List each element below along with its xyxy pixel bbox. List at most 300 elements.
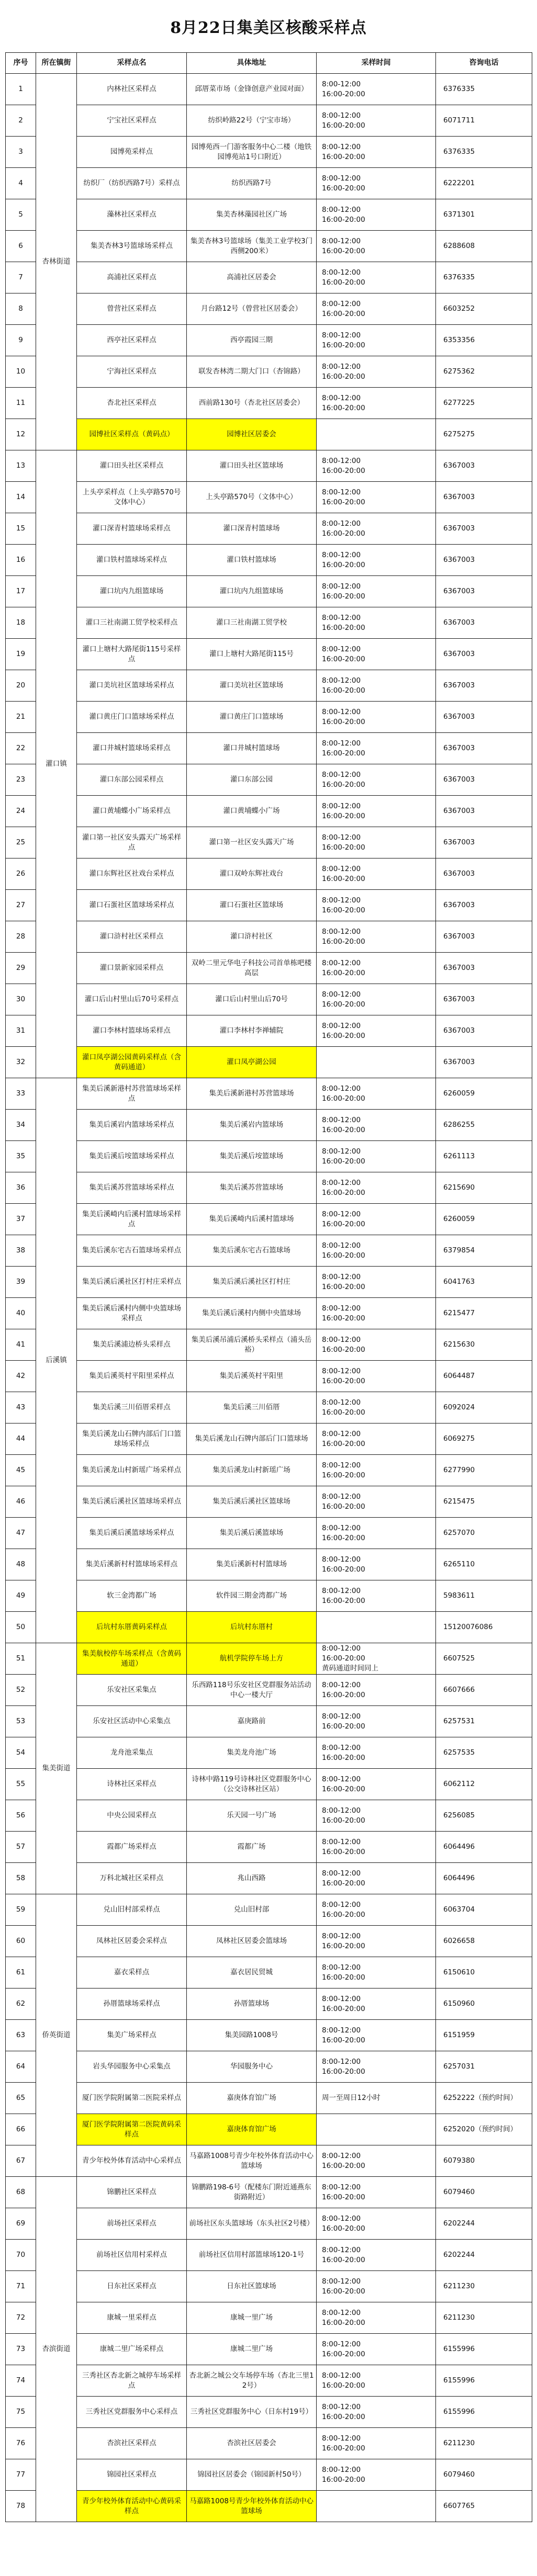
address-cell: 灌口第一社区安头露天广场 <box>187 827 317 858</box>
time-line: 16:00-20:00 <box>322 2067 365 2076</box>
time-line: 8:00-12:00 <box>322 1021 361 1030</box>
time-line: 8:00-12:00 <box>322 1869 361 1878</box>
table-row <box>6 1894 532 1926</box>
site-name-cell: 乐安社区活动中心采集点 <box>77 1706 187 1737</box>
table-row <box>6 702 532 733</box>
table-row <box>6 325 532 356</box>
time-line: 16:00-20:00 <box>322 2036 365 2044</box>
row-number-cell: 76 <box>6 2428 36 2459</box>
time-cell <box>317 262 436 293</box>
phone-cell: 6367003 <box>436 607 532 639</box>
phone-cell: 6367003 <box>436 953 532 984</box>
row-number-cell: 35 <box>6 1141 36 1172</box>
phone-cell: 6215475 <box>436 1486 532 1518</box>
time-line: 16:00-20:00 <box>322 749 365 758</box>
phone-cell: 6607666 <box>436 1675 532 1706</box>
time-line: 8:00-12:00 <box>322 2402 361 2411</box>
time-line: 16:00-20:00 <box>322 1973 365 1982</box>
time-line: 16:00-20:00 <box>322 560 365 569</box>
site-name-cell: 集美后溪岩内篮球场采样点 <box>77 1110 187 1141</box>
time-line: 8:00-12:00 <box>322 2465 361 2474</box>
address-cell: 集美后溪后垵篮球场 <box>187 1141 317 1172</box>
address-cell: 集美后溪后溪村内侧中央篮球场 <box>187 1298 317 1329</box>
time-line: 8:00-12:00 <box>322 393 361 402</box>
time-line: 8:00-12:00 <box>322 2371 361 2380</box>
time-line: 8:00-12:00 <box>322 80 361 88</box>
site-name-cell: 杏北社区采样点 <box>77 388 187 419</box>
phone-cell: 6367003 <box>436 576 532 607</box>
time-line: 8:00-12:00 <box>322 739 361 748</box>
address-cell: 锦鹏路198-6号（配楼东门附近通燕东街路附近） <box>187 2177 317 2208</box>
phone-cell: 6155996 <box>436 2397 532 2428</box>
site-name-cell: 园博苑采样点 <box>77 137 187 168</box>
time-line: 16:00-20:00 <box>322 372 365 381</box>
address-cell: 联发杏林湾二期大门口（杏锦路） <box>187 356 317 388</box>
time-cell <box>317 1894 436 1926</box>
site-name-cell: 园博社区采样点（黄码点） <box>77 419 187 450</box>
address-cell: 集美后溪吊浦后溪桥头采样点（浦头岳裕） <box>187 1329 317 1361</box>
time-cell <box>317 199 436 231</box>
phone-cell: 6277225 <box>436 388 532 419</box>
time-line: 8:00-12:00 <box>322 2434 361 2443</box>
time-cell <box>317 1392 436 1423</box>
row-number-cell: 28 <box>6 921 36 953</box>
time-line: 8:00-12:00 <box>322 331 361 340</box>
row-number-cell: 33 <box>6 1078 36 1110</box>
phone-cell: 6367003 <box>436 545 532 576</box>
row-number-cell: 1 <box>6 74 36 105</box>
time-cell <box>317 1706 436 1737</box>
time-cell <box>317 2459 436 2491</box>
time-line: 16:00-20:00 <box>322 1439 365 1448</box>
time-cell <box>317 1172 436 1204</box>
site-name-cell: 灌口石蛋社区篮球场采样点 <box>77 890 187 921</box>
site-name-cell: 软三金湾都广场 <box>77 1580 187 1612</box>
time-line: 16:00-20:00 <box>322 717 365 726</box>
time-line: 16:00-20:00 <box>322 1784 365 1793</box>
table-row <box>6 2020 532 2051</box>
address-cell: 三秀社区党群服务中心（日东村19号） <box>187 2397 317 2428</box>
site-name-cell: 三秀社区杏北新之城停车场采样点 <box>77 2365 187 2397</box>
time-line: 8:00-12:00 <box>322 205 361 214</box>
row-number-cell: 12 <box>6 419 36 450</box>
row-number-cell: 16 <box>6 545 36 576</box>
phone-cell: 6376335 <box>436 137 532 168</box>
site-name-cell: 前场社区信用村采样点 <box>77 2240 187 2271</box>
site-name-cell: 灌口东辉社区社戏台采样点 <box>77 858 187 890</box>
time-line: 8:00-12:00 <box>322 174 361 183</box>
table-row <box>6 858 532 890</box>
address-cell: 灌口凤亭湖公园 <box>187 1047 317 1078</box>
town-cell: 杏滨街道 <box>36 2177 77 2522</box>
row-number-cell: 74 <box>6 2365 36 2397</box>
site-name-cell: 灌口美坑社区篮球场采样点 <box>77 670 187 702</box>
phone-cell: 6151959 <box>436 2020 532 2051</box>
table-row <box>6 2145 532 2177</box>
row-number-cell: 54 <box>6 1737 36 1769</box>
address-cell: 诗林中路119号诗林社区党群服务中心（公交诗林社区站） <box>187 1769 317 1800</box>
time-line: 16:00-20:00 <box>322 498 365 506</box>
time-line: 16:00-20:00 <box>322 1690 365 1699</box>
time-cell <box>317 1423 436 1455</box>
row-number-cell: 30 <box>6 984 36 1015</box>
row-number-cell: 21 <box>6 702 36 733</box>
site-name-cell: 西亭社区采样点 <box>77 325 187 356</box>
phone-cell: 6379854 <box>436 1235 532 1267</box>
table-row <box>6 2271 532 2302</box>
page-title: 8月22日集美区核酸采样点 <box>170 19 367 37</box>
table-row <box>6 1832 532 1863</box>
time-cell <box>317 2271 436 2302</box>
address-cell: 软件园三期金湾都广场 <box>187 1580 317 1612</box>
time-line: 8:00-12:00 <box>322 1712 361 1721</box>
row-number-cell: 49 <box>6 1580 36 1612</box>
table-row <box>6 545 532 576</box>
time-cell <box>317 137 436 168</box>
time-line: 8:00-12:00 <box>322 456 361 465</box>
time-line: 16:00-20:00 <box>322 121 365 130</box>
row-number-cell: 62 <box>6 1989 36 2020</box>
time-cell <box>317 2491 436 2522</box>
row-number-cell: 42 <box>6 1361 36 1392</box>
time-line: 16:00-20:00 <box>322 843 365 852</box>
site-name-cell: 灌口凤亭湖公园黄码采样点（含黄码通道） <box>77 1047 187 1078</box>
time-line: 16:00-20:00 <box>322 1314 365 1323</box>
row-number-cell: 53 <box>6 1706 36 1737</box>
site-name-cell: 乐安社区采集点 <box>77 1675 187 1706</box>
row-number-cell: 3 <box>6 137 36 168</box>
time-cell <box>317 419 436 450</box>
time-line: 8:00-12:00 <box>322 268 361 277</box>
time-cell <box>317 2020 436 2051</box>
site-name-cell: 集美后溪后溪社区篮球场采样点 <box>77 1486 187 1518</box>
address-cell: 灌口李林村李禅辅院 <box>187 1015 317 1047</box>
table-row <box>6 137 532 168</box>
table-row <box>6 576 532 607</box>
site-name-cell: 灌口铁村篮球场采样点 <box>77 545 187 576</box>
table-row <box>6 1361 532 1392</box>
table-row <box>6 1989 532 2020</box>
address-cell: 集美后溪龙山石牌内部后门口篮球场 <box>187 1423 317 1455</box>
table-row <box>6 607 532 639</box>
address-cell: 集美后溪三川佰厝 <box>187 1392 317 1423</box>
time-cell <box>317 74 436 105</box>
time-cell <box>317 482 436 513</box>
time-line: 8:00-12:00 <box>322 550 361 559</box>
time-line: 8:00-12:00 <box>322 645 361 653</box>
address-cell: 灌口井城村篮球场 <box>187 733 317 764</box>
table-row <box>6 1737 532 1769</box>
time-line: 16:00-20:00 <box>322 937 365 946</box>
site-name-cell: 灌口坑内九组篮球场 <box>77 576 187 607</box>
phone-cell: 6376335 <box>436 262 532 293</box>
phone-cell: 6257031 <box>436 2051 532 2083</box>
site-name-cell: 宁宝社区采样点 <box>77 105 187 137</box>
phone-cell: 6202244 <box>436 2240 532 2271</box>
site-name-cell: 高浦社区采样点 <box>77 262 187 293</box>
time-cell <box>317 2365 436 2397</box>
time-line: 16:00-20:00 <box>322 341 365 349</box>
row-number-cell: 20 <box>6 670 36 702</box>
table-row <box>6 1329 532 1361</box>
table-row <box>6 1392 532 1423</box>
header-cell: 所在镇街 <box>36 53 77 74</box>
row-number-cell: 6 <box>6 231 36 262</box>
phone-cell: 6092024 <box>436 1392 532 1423</box>
time-line: 16:00-20:00 <box>322 2318 365 2327</box>
time-cell <box>317 1235 436 1267</box>
time-cell <box>317 2145 436 2177</box>
time-line: 8:00-12:00 <box>322 1398 361 1407</box>
time-line: 8:00-12:00 <box>322 1775 361 1783</box>
row-number-cell: 58 <box>6 1863 36 1894</box>
site-name-cell: 集美后溪龙山石牌内部后门口篮球场采样点 <box>77 1423 187 1455</box>
phone-cell: 6367003 <box>436 1047 532 1078</box>
address-cell: 乐西路118号乐安社区党群服务站活动中心一楼大厅 <box>187 1675 317 1706</box>
table-row <box>6 2397 532 2428</box>
header-cell: 序号 <box>6 53 36 74</box>
time-line: 16:00-20:00 <box>322 811 365 820</box>
time-line: 8:00-12:00 <box>322 362 361 371</box>
row-number-cell: 67 <box>6 2145 36 2177</box>
address-cell: 西亭霞园三期 <box>187 325 317 356</box>
address-cell: 集美后溪龙山村新瑶广场 <box>187 1455 317 1486</box>
phone-cell: 6367003 <box>436 984 532 1015</box>
time-cell <box>317 1580 436 1612</box>
time-cell <box>317 1643 436 1675</box>
phone-cell: 6353356 <box>436 325 532 356</box>
phone-cell: 6367003 <box>436 482 532 513</box>
table-row <box>6 199 532 231</box>
table-row <box>6 1706 532 1737</box>
address-cell: 集美后溪英村平阳里 <box>187 1361 317 1392</box>
table-row <box>6 1047 532 1078</box>
row-number-cell: 19 <box>6 639 36 670</box>
address-cell: 纺织西路7号 <box>187 168 317 199</box>
row-number-cell: 51 <box>6 1643 36 1675</box>
time-line: 8:00-12:00 <box>322 582 361 591</box>
phone-cell: 6367003 <box>436 1015 532 1047</box>
time-line: 8:00-12:00 <box>322 2026 361 2035</box>
time-line: 8:00-12:00 <box>322 1743 361 1752</box>
time-cell <box>317 607 436 639</box>
table-row <box>6 2334 532 2365</box>
site-name-cell: 青少年校外体育活动中心采样点 <box>77 2145 187 2177</box>
row-number-cell: 2 <box>6 105 36 137</box>
row-number-cell: 44 <box>6 1423 36 1455</box>
address-cell: 前场社区信用村部篮球场120-1号 <box>187 2240 317 2271</box>
row-number-cell: 71 <box>6 2271 36 2302</box>
time-line: 8:00-12:00 <box>322 2183 361 2191</box>
phone-cell: 6215477 <box>436 1298 532 1329</box>
time-line: 16:00-20:00 <box>322 1941 365 1950</box>
site-name-cell: 三秀社区党群服务中心采样点 <box>77 2397 187 2428</box>
time-line: 16:00-20:00 <box>322 1596 365 1605</box>
site-name-cell: 集美后溪后溪篮球场采样点 <box>77 1518 187 1549</box>
time-cell <box>317 1078 436 1110</box>
phone-cell: 6367003 <box>436 733 532 764</box>
table-row <box>6 1455 532 1486</box>
phone-cell: 6079460 <box>436 2459 532 2491</box>
site-name-cell: 康城一里采样点 <box>77 2302 187 2334</box>
row-number-cell: 14 <box>6 482 36 513</box>
time-line: 16:00-20:00 <box>322 1816 365 1825</box>
time-line: 8:00-12:00 <box>322 1994 361 2003</box>
time-line: 16:00-20:00 <box>322 2193 365 2201</box>
address-cell: 灌口双岭东辉社戏台 <box>187 858 317 890</box>
site-name-cell: 集美后溪后溪村内侧中央篮球场采样点 <box>77 1298 187 1329</box>
table-row <box>6 2208 532 2240</box>
address-cell: 上头亭路570号（文体中心） <box>187 482 317 513</box>
site-name-cell: 灌口东部公园采样点 <box>77 764 187 796</box>
time-line: 8:00-12:00 <box>322 1555 361 1564</box>
time-line: 16:00-20:00 <box>322 2349 365 2358</box>
time-line: 8:00-12:00 <box>322 1304 361 1313</box>
row-number-cell: 37 <box>6 1204 36 1235</box>
time-line: 16:00-20:00 <box>322 1847 365 1856</box>
address-cell: 灌口铁村篮球场 <box>187 545 317 576</box>
address-cell: 马嘉路1008号青少年校外体育活动中心篮球场 <box>187 2491 317 2522</box>
time-cell <box>317 513 436 545</box>
time-line: 8:00-12:00 <box>322 1963 361 1972</box>
phone-cell: 6215630 <box>436 1329 532 1361</box>
row-number-cell: 43 <box>6 1392 36 1423</box>
site-name-cell: 集美后溪新港村苏营篮球场采样点 <box>77 1078 187 1110</box>
address-cell: 灌口三社南湖工贸学校 <box>187 607 317 639</box>
site-name-cell: 灌口田头社区采样点 <box>77 450 187 482</box>
time-line: 8:00-12:00 <box>322 142 361 151</box>
time-cell <box>317 1737 436 1769</box>
address-cell: 集美杏林藻园社区广场 <box>187 199 317 231</box>
time-line: 16:00-20:00 <box>322 1157 365 1166</box>
row-number-cell: 25 <box>6 827 36 858</box>
address-cell: 兑山旧村部 <box>187 1894 317 1926</box>
site-name-cell: 集美后溪东宅古石篮球场采样点 <box>77 1235 187 1267</box>
address-cell: 灌口美坑社区篮球场 <box>187 670 317 702</box>
site-name-cell: 锦鹏社区采样点 <box>77 2177 187 2208</box>
time-cell <box>317 1361 436 1392</box>
time-line: 8:00-12:00 <box>322 770 361 779</box>
time-cell <box>317 293 436 325</box>
address-cell: 凤林社区居委会篮球场 <box>187 1926 317 1957</box>
row-number-cell: 15 <box>6 513 36 545</box>
phone-cell: 6064487 <box>436 1361 532 1392</box>
time-line: 16:00-20:00 <box>322 1188 365 1197</box>
time-line: 16:00-20:00 <box>322 780 365 789</box>
row-number-cell: 41 <box>6 1329 36 1361</box>
time-line: 16:00-20:00 <box>322 968 365 977</box>
phone-cell: 6367003 <box>436 639 532 670</box>
town-cell: 集美街道 <box>36 1643 77 1894</box>
row-number-cell: 70 <box>6 2240 36 2271</box>
header-cell: 具体地址 <box>187 53 317 74</box>
row-number-cell: 26 <box>6 858 36 890</box>
table-row <box>6 2240 532 2271</box>
table-row <box>6 670 532 702</box>
phone-cell: 6063704 <box>436 1894 532 1926</box>
time-line: 8:00-12:00 <box>322 864 361 873</box>
site-name-cell: 岩头华园服务中心采集点 <box>77 2051 187 2083</box>
time-cell <box>317 733 436 764</box>
table-header-row <box>6 53 532 74</box>
row-number-cell: 61 <box>6 1957 36 1989</box>
time-line: 16:00-20:00 <box>322 592 365 601</box>
phone-cell: 6155996 <box>436 2365 532 2397</box>
time-line: 16:00-20:00 <box>322 1502 365 1511</box>
phone-cell: 6607765 <box>436 2491 532 2522</box>
header-cell: 咨询电话 <box>436 53 532 74</box>
time-cell <box>317 1612 436 1643</box>
table-row <box>6 764 532 796</box>
time-line: 8:00-12:00 <box>322 2277 361 2286</box>
time-cell <box>317 325 436 356</box>
time-cell <box>317 858 436 890</box>
table-row <box>6 1141 532 1172</box>
row-number-cell: 57 <box>6 1832 36 1863</box>
phone-cell: 6211230 <box>436 2271 532 2302</box>
row-number-cell: 47 <box>6 1518 36 1549</box>
table-row <box>6 513 532 545</box>
site-name-cell: 后坑村东厝黄码采样点 <box>77 1612 187 1643</box>
site-name-cell: 青少年校外体育活动中心黄码采样点 <box>77 2491 187 2522</box>
time-line: 8:00-12:00 <box>322 2057 361 2066</box>
time-cell <box>317 1675 436 1706</box>
table-row <box>6 796 532 827</box>
site-name-cell: 康城二里广场采样点 <box>77 2334 187 2365</box>
row-number-cell: 78 <box>6 2491 36 2522</box>
time-line: 8:00-12:00 <box>322 488 361 496</box>
table-row <box>6 2051 532 2083</box>
row-number-cell: 38 <box>6 1235 36 1267</box>
phone-cell: 6026658 <box>436 1926 532 1957</box>
time-line: 16:00-20:00 <box>322 152 365 161</box>
row-number-cell: 29 <box>6 953 36 984</box>
table-row <box>6 450 532 482</box>
table-row <box>6 1769 532 1800</box>
address-cell: 高浦社区居委会 <box>187 262 317 293</box>
time-line: 16:00-20:00 <box>322 1282 365 1291</box>
phone-cell: 6041763 <box>436 1267 532 1298</box>
time-line: 8:00-12:00 <box>322 1586 361 1595</box>
time-cell <box>317 2208 436 2240</box>
table-row <box>6 984 532 1015</box>
address-cell: 前场社区东头篮球场（东头社区2号楼） <box>187 2208 317 2240</box>
time-line: 16:00-20:00 <box>322 2475 365 2484</box>
time-line: 16:00-20:00 <box>322 403 365 412</box>
time-line: 16:00-20:00 <box>322 1910 365 1919</box>
phone-cell: 6260059 <box>436 1204 532 1235</box>
row-number-cell: 31 <box>6 1015 36 1047</box>
time-line: 16:00-20:00 <box>322 686 365 695</box>
phone-cell: 6155996 <box>436 2334 532 2365</box>
time-cell <box>317 2083 436 2114</box>
site-name-cell: 曾营社区采样点 <box>77 293 187 325</box>
table-row <box>6 1643 532 1675</box>
address-cell: 邱厝菜市场（金锋创意产业园对面） <box>187 74 317 105</box>
phone-cell: 6079460 <box>436 2177 532 2208</box>
address-cell: 嘉庚体育馆广场 <box>187 2114 317 2145</box>
table-row <box>6 419 532 450</box>
address-cell: 灌口石蛋社区篮球场 <box>187 890 317 921</box>
site-name-cell: 孙厝篮球场采样点 <box>77 1989 187 2020</box>
site-name-cell: 纺织厂（纺织西路7号）采样点 <box>77 168 187 199</box>
time-cell <box>317 2177 436 2208</box>
site-name-cell: 前场社区采样点 <box>77 2208 187 2240</box>
table-row <box>6 1078 532 1110</box>
address-cell: 园博苑西一门游客服务中心二楼（地铁园博苑站1号口附近） <box>187 137 317 168</box>
site-name-cell: 灌口三社南湖工贸学校采样点 <box>77 607 187 639</box>
time-line: 16:00-20:00 <box>322 1031 365 1040</box>
